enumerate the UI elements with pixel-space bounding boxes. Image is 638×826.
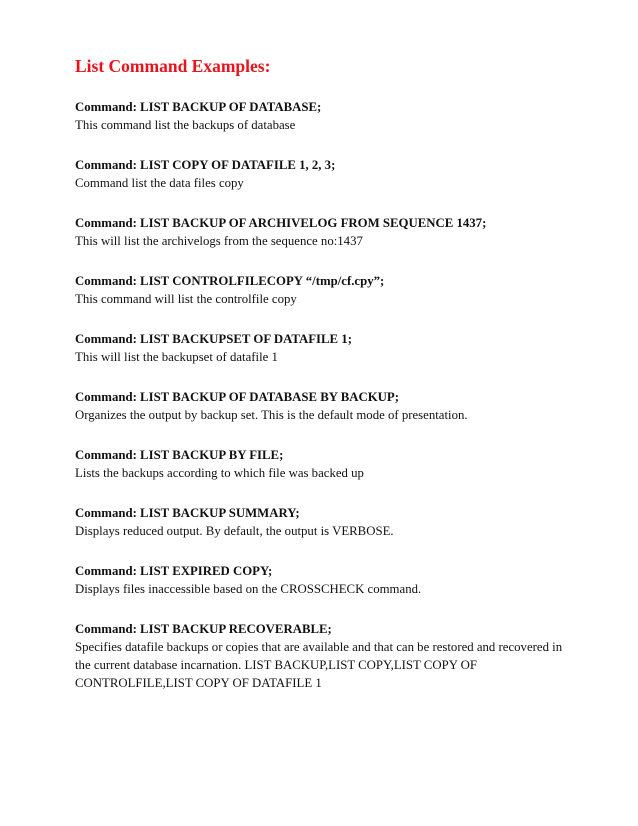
command-description <box>75 522 575 540</box>
description-line: CONTROLFILE,LIST COPY OF DATAFILE 1 <box>75 676 322 690</box>
command-description <box>75 464 575 482</box>
description-line: Specifies datafile backups or copies that are available and that can be restored and recovered in <box>75 640 563 654</box>
command-description <box>75 638 575 692</box>
command-entry <box>75 562 575 598</box>
command-entry <box>75 214 575 250</box>
command-heading: Command: LIST BACKUPSET OF DATAFILE 1; <box>75 332 352 346</box>
description-line: Command list the data files copy <box>75 176 244 190</box>
command-description <box>75 116 575 134</box>
command-heading: Command: LIST BACKUP BY FILE; <box>75 448 284 462</box>
description-line: Displays reduced output. By default, the output is VERBOSE. <box>75 524 394 538</box>
command-list <box>75 98 575 692</box>
command-heading: Command: LIST EXPIRED COPY; <box>75 564 273 578</box>
command-heading: Command: LIST BACKUP OF DATABASE BY BACKUP; <box>75 390 399 404</box>
command-heading: Command: LIST BACKUP OF ARCHIVELOG FROM SEQUENCE 1437; <box>75 216 487 230</box>
command-description <box>75 406 575 424</box>
command-entry <box>75 272 575 308</box>
description-line: Lists the backups according to which file was backed up <box>75 466 364 480</box>
page-title: List Command Examples: <box>75 56 271 76</box>
description-line: Organizes the output by backup set. This is the default mode of presentation. <box>75 408 468 422</box>
command-description <box>75 348 575 366</box>
description-line: This command list the backups of database <box>75 118 296 132</box>
description-line: This command will list the controlfile copy <box>75 292 297 306</box>
description-line: This will list the archivelogs from the sequence no:1437 <box>75 234 363 248</box>
description-line: This will list the backupset of datafile 1 <box>75 350 278 364</box>
command-heading: Command: LIST COPY OF DATAFILE 1, 2, 3; <box>75 158 336 172</box>
command-entry <box>75 156 575 192</box>
document-page <box>75 55 575 714</box>
command-entry <box>75 98 575 134</box>
command-description <box>75 232 575 250</box>
command-entry <box>75 330 575 366</box>
command-entry <box>75 620 575 692</box>
command-heading: Command: LIST BACKUP SUMMARY; <box>75 506 300 520</box>
command-heading: Command: LIST CONTROLFILECOPY “/tmp/cf.cpy”; <box>75 274 385 288</box>
command-entry <box>75 446 575 482</box>
command-entry <box>75 504 575 540</box>
description-line: Displays files inaccessible based on the CROSSCHECK command. <box>75 582 422 596</box>
command-description <box>75 290 575 308</box>
command-description <box>75 174 575 192</box>
description-line: the current database incarnation. LIST BACKUP,LIST COPY,LIST COPY OF <box>75 658 478 672</box>
command-entry <box>75 388 575 424</box>
command-heading: Command: LIST BACKUP RECOVERABLE; <box>75 622 332 636</box>
command-heading: Command: LIST BACKUP OF DATABASE; <box>75 100 322 114</box>
command-description <box>75 580 575 598</box>
